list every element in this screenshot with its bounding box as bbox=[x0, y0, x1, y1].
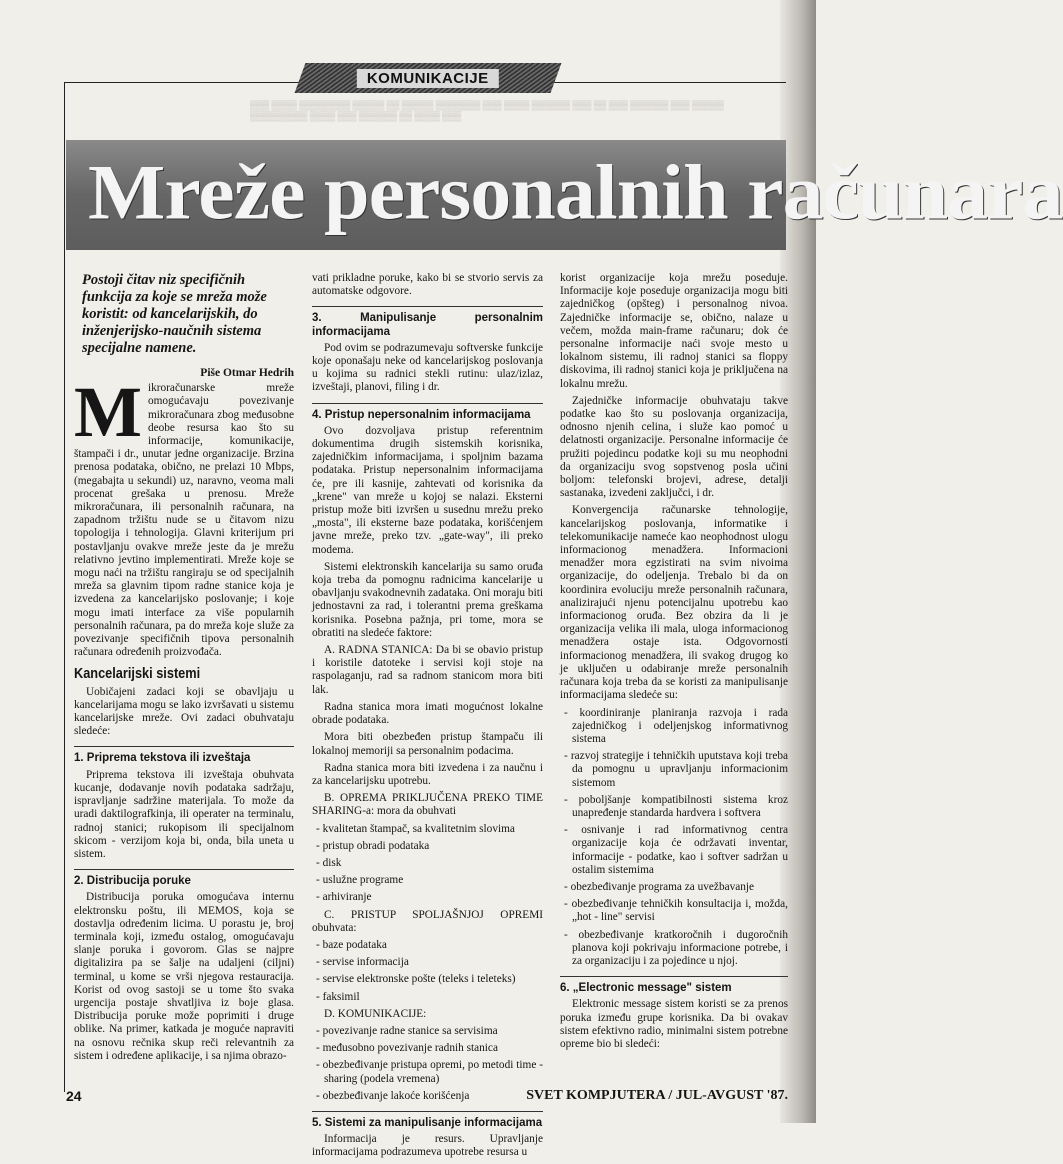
list-item: - obezbeđivanje tehničkih konsultacija i, možda, „hot - line" servisi bbox=[560, 898, 788, 924]
paragraph: A. RADNA STANICA: Da bi se obavio pristup i koristile datoteke i servisi koji stoje na raspolaganju, rad sa radnom stanicom mora biti lak. bbox=[312, 644, 543, 696]
equipment-list bbox=[312, 823, 543, 905]
external-access-list bbox=[312, 939, 543, 1004]
section-heading-2: 2. Distribucija poruke bbox=[74, 869, 294, 888]
section-heading-3: 3. Manipulisanje personalnim informacijama bbox=[312, 306, 543, 338]
list-item: - koordiniranje planiranja razvoja i rada zajedničkog i odeljenjskog informativnog sistema bbox=[560, 707, 788, 747]
lead-paragraph: Postoji čitav niz specifičnih funkcija za koje se mreža može koristit: od kancelarijskih, do inženjerijsko-naučnih sistema specijalne namene. bbox=[82, 272, 267, 356]
list-item: - servise elektronske pošte (teleks i teleteks) bbox=[312, 973, 543, 986]
paragraph: Ovo dozvoljava pristup referentnim dokumentima drugih sistemskih korisnika, zajedničkim informacijama, i spoljnim bazama podataka. Pristup nepersonalnim informacijama će, pre ili kasnije, zahtevati od korisnika da „krene" van mreže u kojoj se nalazi. Eksterni pristup može biti izvršen u susednu mrežu preko „mosta", ili eksterne baze podataka, korišćenjem javne mreže, preko tzv. „gate-way", ili preko modema. bbox=[312, 424, 543, 556]
section-tag bbox=[295, 63, 562, 93]
list-item: - disk bbox=[312, 857, 543, 870]
paragraph: D. KOMUNIKACIJE: bbox=[324, 1007, 427, 1020]
paragraph: Elektronic message sistem koristi se za prenos poruka između grupe korisnika. Da bi ovakav sistem efektivno radio, minimalni sistem potrebne opreme bio bi sledeći: bbox=[560, 998, 788, 1050]
section-heading-1: 1. Priprema tekstova ili izveštaja bbox=[74, 746, 294, 765]
list-item: - pristup obradi podataka bbox=[312, 840, 543, 853]
column-3 bbox=[560, 272, 788, 1055]
responsibilities-list bbox=[560, 707, 788, 969]
list-item: - povezivanje radne stanice sa servisima bbox=[312, 1025, 543, 1038]
list-item: - arhiviranje bbox=[312, 891, 543, 904]
list-item: - obezbeđivanje pristupa opremi, po metodi time - sharing (podela vremena) bbox=[312, 1059, 543, 1085]
list-item: - kvalitetan štampač, sa kvalitetnim slovima bbox=[312, 823, 543, 836]
paragraph: C. PRISTUP SPOLJAŠNJOJ OPREMI obuhvata: bbox=[312, 908, 543, 934]
paragraph: Uobičajeni zadaci koji se obavljaju u kancelarijama mogu se lako izvršavati u sistemu kancelarijske mreže. Ovi zadaci obuhvataju sledeće: bbox=[74, 685, 294, 738]
list-item: - osnivanje i rad informativnog centra organizacije koja će održavati inventar, informacije - podatke, kao i softver sadržan u ostalim sistemima bbox=[560, 824, 788, 877]
subheading-office-systems: Kancelarijski sistemi bbox=[74, 665, 201, 683]
paragraph: Pod ovim se podrazumevaju softverske funkcije koje oponašaju neke od kancelarijskog poslovanja u kojima su radnici stekli rutinu: ulaz/izlaz, izveštaji, planovi, filing i dr. bbox=[312, 341, 543, 394]
list-item: - obezbeđivanje programa za uvežbavanje bbox=[560, 881, 788, 894]
column-2 bbox=[312, 272, 543, 1164]
section-heading-6: 6. „Electronic message" sistem bbox=[560, 976, 788, 995]
paragraph: Zajedničke informacije obuhvataju takve podatke kao što su poslovanja organizacija, odnosno njenih celina, i služe kao pomoć u delatnosti organizacije. Personalne informacije će pružiti pojedincu podatke koji su mu neophodni da organizaciju svog sopstvenog posla učini boljom: telefonski brojevi, adrese, detalji sastanaka, izvedeni zaključci, i dr. bbox=[560, 394, 788, 500]
drop-cap: M bbox=[74, 372, 142, 453]
bleed-through-text: ▒▒▒ ▒▒▒▒ ▒▒▒▒▒▒▒▒ ▒▒▒▒▒ ▒▒ ▒▒▒▒▒ ▒▒▒▒▒▒▒ ▒▒▒ ▒▒▒▒ ▒▒▒▒▒▒ ▒▒▒ ▒▒ ▒▒▒ ▒▒▒▒▒▒ ▒▒▒ ▒▒▒▒▒ ▒▒▒▒▒▒▒▒▒ ▒▒▒▒ ▒▒▒ ▒▒▒▒▒▒ ▒▒ ▒▒▒▒ ▒▒▒ bbox=[250, 100, 724, 121]
list-item: - baze podataka bbox=[312, 939, 543, 952]
list-item: - poboljšanje kompatibilnosti sistema kroz unapređenje standarda hardvera i softvera bbox=[560, 794, 788, 820]
paragraph: Konvergencija računarske tehnologije, kancelarijskog poslovanja, informatike i telekomunikacije nameće kao neophodnost ulogu informacionog menadžera. Informacioni menadžer mora egzistirati na svim nivoima organizacije, do odeljenja. Trebalo bi da on koordinira evoluciju mreže personalnih računara, analizirajući njenu potencijalnu upotrebu kao informacionog oruđa. Bez obzira da li je organizacija velika ili mala, uloga informacionog menadžera ostaje ista. Odgovornosti informacionog menadžera, ili svakog drugog ko je uključen u odabiranje mreže personalnih računara koja treba da se koristi za manipulisanje informacijama sledeće su: bbox=[560, 504, 788, 702]
list-item: - servise informacija bbox=[312, 956, 543, 969]
list-item: - međusobno povezivanje radnih stanica bbox=[312, 1042, 543, 1055]
section-heading-4: 4. Pristup nepersonalnim informacijama bbox=[312, 403, 543, 422]
paragraph: Radna stanica mora imati mogućnost lokalne obrade podataka. bbox=[312, 700, 543, 727]
article-title: Mreže personalnih računara bbox=[88, 148, 1063, 236]
intro-paragraph: ikroračunarske mreže omogućavaju povezivanje mikroračunara zbog međusobne deobe resursa kao što su informacije, komunikacije, štampači i dr., unutar jedne organizacije. Brzina prenosa podataka, obično, ne prelazi 10 Mbps, (megabajta u sekundi) uz, naravno, veoma mali procenat grešaka u prenosu. Mreže mikroračunara, ili personalnih računara, na zapadnom tržištu nude se u čitavom nizu topologija i tehnologija. Glavni kriterijum pri postavljanju ovakve mreže jeste da je mrežu relativno jevtino implementirati. Mreže koje se mogu naći na tržištu rangiraju se od specijalnih mreža sa glavnim tipom radne stanice koja je izvedena za kancelarijsko poslovanje; i koje mogu imati interface za više popularnih personalnih računara, pa do mreža koje služe za povezivanje specifičnih tipova personalnih računara određenih proizvođača. bbox=[74, 382, 294, 659]
paragraph: vati prikladne poruke, kako bi se stvorio servis za automatske odgovore. bbox=[312, 272, 543, 298]
title-banner bbox=[66, 140, 1063, 250]
paragraph: Mora biti obezbeđen pristup štampaču ili lokalnoj memoriji sa personalnim podacima. bbox=[312, 731, 543, 757]
paragraph: Priprema tekstova ili izveštaja obuhvata kucanje, dodavanje novih podataka sadržaju, ispravljanje sadržine materijala. To može da uradi daktilografkinja, ili operater na terminalu, radnoj stanici; rukopisom ili specijalnom skicom - verzijom koja bi, onda, bila uneta u sistem. bbox=[74, 768, 294, 860]
paragraph: Radna stanica mora biti izvedena i za naučnu i za kancelarijsku upotrebu. bbox=[312, 761, 543, 787]
page-number: 24 bbox=[66, 1088, 82, 1104]
list-item: - uslužne programe bbox=[312, 874, 543, 887]
list-item: - razvoj strategije i tehničkih uputstava koji treba da pomognu u upravljanju informacionim sistemom bbox=[560, 750, 788, 790]
list-item: - obezbeđivanje lakoće korišćenja bbox=[312, 1090, 543, 1103]
paragraph: Distribucija poruka omogućava internu elektronsku poštu, ili MEMOS, koja se dostavlja određenim licima. U porastu je, broj terminala koji, između ostalog, omogućavaju slanje poruka i govorom. Glas se najpre digitalizira pa se šalje na udaljeni (ciljni) terminal, u kome se vrši njegova restauracija. Korist od ovog sastoji se u tome što svaka urgencija postaje shvatljiva iz boje glasa. Distribucija poruke može poprimiti i druge oblike. Na primer, katkada je moguće napraviti na osnovu rečnika skup reči relevantnih za sistem i određene aplikacije, i sa njima obrazo- bbox=[74, 891, 294, 1062]
communications-list bbox=[312, 1025, 543, 1103]
paragraph: korist organizacije koja mrežu poseduje. Informacije koje poseduje organizacija mogu biti zajedničkog (opšteg) i personalnog nivoa. Zajedničke informacije se, obično, nalaze u večem, možda main-frame računaru; dok će personalne informacije naći svoje mesto u lokalnom sistemu, ili radnoj stanici sa floppy diskovima, ili radnoj stanici koja je priključena na lokalnu mrežu. bbox=[560, 272, 788, 390]
list-item: - faksimil bbox=[312, 991, 543, 1004]
paragraph: Sistemi elektronskih kancelarija su samo oruđa koja treba da pomognu radnicima kancelarije u obavljanju svakodnevnih zadataka. Oni moraju biti jednostavni za rad, i tolerantni prema greškama korisnika. Posebna pažnja, pri tome, mora se obratiti na sledeće faktore: bbox=[312, 560, 543, 639]
section-label: KOMUNIKACIJE bbox=[357, 69, 499, 88]
section-heading-5: 5. Sistemi za manipulisanje informacijama bbox=[312, 1111, 543, 1130]
byline: Piše Otmar Hedrih bbox=[200, 367, 294, 379]
column-1 bbox=[74, 272, 294, 1067]
list-item: - obezbeđivanje kratkoročnih i dugoročnih planova koji pokrivaju informacione potrebe, i za organizaciju i za pojedince u njoj. bbox=[560, 929, 788, 969]
paragraph: B. OPREMA PRIKLJUČENA PREKO TIME SHARING-a: mora da obuhvati bbox=[312, 792, 543, 818]
paragraph: Informacija je resurs. Upravljanje informacijama podrazumeva upotrebe resursa u bbox=[312, 1133, 543, 1159]
magazine-name: SVET KOMPJUTERA / JUL-AVGUST '87. bbox=[526, 1088, 788, 1103]
